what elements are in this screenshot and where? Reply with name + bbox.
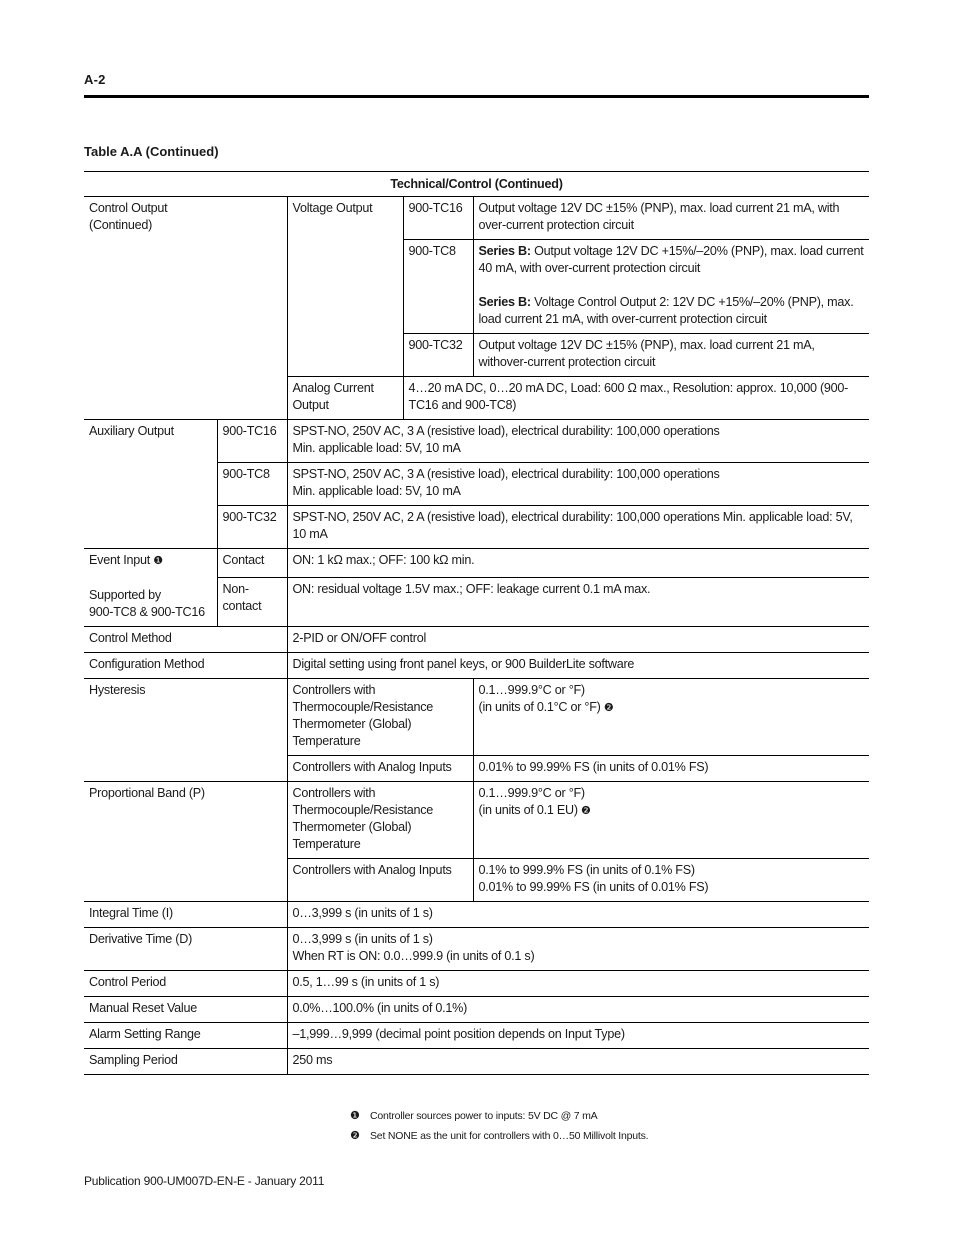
row-label-proportional-band: Proportional Band (P) [84, 782, 287, 902]
spec-value [287, 463, 869, 506]
spec-value: ON: residual voltage 1.5V max.; OFF: leakage current 0.1 mA max. [287, 578, 869, 627]
row-label-text: (Continued) [89, 218, 153, 232]
footnote-marker: ❶ [350, 1110, 360, 1122]
spec-value: ON: 1 kΩ max.; OFF: 100 kΩ min. [287, 549, 869, 578]
spec-value-text: 0.1…999.9°C or °F) [478, 786, 585, 800]
sub-label: Controllers with Thermocouple/Resistance Thermometer (Global) Temperature [287, 782, 473, 859]
spec-value: 0…3,999 s (in units of 1 s) [287, 902, 869, 928]
model-label: 900-TC16 [217, 420, 287, 463]
spec-value [287, 420, 869, 463]
spec-value-text: Min. applicable load: 5V, 10 mA [292, 484, 461, 498]
spec-value-text: Min. applicable load: 5V, 10 mA [292, 441, 461, 455]
spec-table [84, 171, 869, 1075]
row-label: Configuration Method [84, 653, 287, 679]
spec-value [473, 859, 869, 902]
row-label: Derivative Time (D) [84, 928, 287, 971]
spec-value [473, 679, 869, 756]
sub-label: Controllers with Analog Inputs [287, 859, 473, 902]
spec-value-text: 0.01% to 99.99% FS (in units of 0.01% FS) [478, 880, 709, 894]
row-label: Integral Time (I) [84, 902, 287, 928]
model-label: 900-TC8 [217, 463, 287, 506]
footnote [350, 1126, 648, 1146]
table-row [84, 1049, 869, 1075]
analog-current-output-label: Analog Current Output [287, 377, 403, 420]
table-row [84, 627, 869, 653]
spec-value-text: 0.1% to 999.9% FS (in units of 0.1% FS) [478, 863, 695, 877]
spec-value: 0.01% to 99.99% FS (in units of 0.01% FS) [473, 756, 869, 782]
table-header: Technical/Control (Continued) [84, 172, 869, 197]
table-row [84, 1023, 869, 1049]
table-row [84, 653, 869, 679]
spec-value: Output voltage 12V DC ±15% (PNP), max. load current 21 mA, withover-current protection circuit [473, 334, 869, 377]
sub-label: Controllers with Thermocouple/Resistance Thermometer (Global) Temperature [287, 679, 473, 756]
table-row [84, 549, 869, 578]
row-label-control-output [84, 197, 287, 420]
publication-footer: Publication 900-UM007D-EN-E - January 2011 [84, 1174, 325, 1188]
table-row [84, 902, 869, 928]
footnote-marker: ❶ [153, 555, 163, 567]
spec-value-text: SPST-NO, 250V AC, 3 A (resistive load), electrical durability: 100,000 operations [292, 424, 720, 438]
row-label: Control Period [84, 971, 287, 997]
supported-by-text: Supported by [89, 588, 161, 602]
footnote-marker: ❷ [581, 805, 591, 817]
spec-value: 4…20 mA DC, 0…20 mA DC, Load: 600 Ω max., Resolution: approx. 10,000 (900-TC16 and 900-TC8) [403, 377, 869, 420]
spec-value: 0.0%…100.0% (in units of 0.1%) [287, 997, 869, 1023]
footnote-marker: ❷ [603, 702, 614, 714]
sub-label: Controllers with Analog Inputs [287, 756, 473, 782]
spec-value-text: Voltage Control Output 2: 12V DC +15%/–20% (PNP), max. load current 21 mA, with over-current protection circuit [478, 295, 854, 326]
spec-value: 2-PID or ON/OFF control [287, 627, 869, 653]
spec-value [287, 928, 869, 971]
row-label-auxiliary-output: Auxiliary Output [84, 420, 217, 549]
row-label: Alarm Setting Range [84, 1023, 287, 1049]
table-row [84, 679, 869, 756]
table-caption: Table A.A (Continued) [84, 144, 219, 159]
spec-value-text: When RT is ON: 0.0…999.9 (in units of 0.1 s) [292, 949, 535, 963]
table-row [84, 197, 869, 240]
model-label: 900-TC16 [403, 197, 473, 240]
spec-value: Digital setting using front panel keys, or 900 BuilderLite software [287, 653, 869, 679]
model-label: 900-TC32 [403, 334, 473, 377]
spec-value: SPST-NO, 250V AC, 2 A (resistive load), electrical durability: 100,000 operations Min. applicable load: 5V, 10 mA [287, 506, 869, 549]
noncontact-label: Non-contact [217, 578, 287, 627]
spec-value-text: 0.1…999.9°C or °F) [478, 683, 585, 697]
table-row [84, 928, 869, 971]
footnotes [350, 1106, 648, 1146]
spec-value [473, 782, 869, 859]
spec-value: Output voltage 12V DC ±15% (PNP), max. load current 21 mA, with over-current protection circuit [473, 197, 869, 240]
table-row [84, 997, 869, 1023]
row-label-text: Control Output [89, 201, 168, 215]
spec-value [473, 240, 869, 334]
footnote-text: Controller sources power to inputs: 5V DC @ 7 mA [370, 1110, 598, 1122]
model-label: 900-TC8 [403, 240, 473, 334]
series-b-label: Series B: [478, 295, 531, 309]
footnote-marker: ❷ [350, 1130, 360, 1142]
spec-value: 0.5, 1…99 s (in units of 1 s) [287, 971, 869, 997]
spec-value-text: 0…3,999 s (in units of 1 s) [292, 932, 433, 946]
spec-value: –1,999…9,999 (decimal point position depends on Input Type) [287, 1023, 869, 1049]
row-label: Manual Reset Value [84, 997, 287, 1023]
footnote-text: Set NONE as the unit for controllers with 0…50 Millivolt Inputs. [370, 1130, 649, 1142]
table-row [84, 782, 869, 859]
row-label-text: Event Input [89, 553, 150, 567]
voltage-output-label: Voltage Output [287, 197, 403, 377]
spec-value-text: (in units of 0.1°C or °F) [478, 700, 601, 714]
table-row [84, 971, 869, 997]
supported-by-text: 900-TC8 & 900-TC16 [89, 605, 205, 619]
page-number: A-2 [84, 72, 106, 87]
footnote [350, 1106, 648, 1126]
row-label: Sampling Period [84, 1049, 287, 1075]
spec-value-text: SPST-NO, 250V AC, 3 A (resistive load), electrical durability: 100,000 operations [292, 467, 720, 481]
spec-value-text: (in units of 0.1 EU) [478, 803, 578, 817]
header-rule [84, 95, 869, 98]
contact-label: Contact [217, 549, 287, 578]
spec-value-text: Output voltage 12V DC +15%/–20% (PNP), max. load current 40 mA, with over-current protection circuit [478, 244, 864, 275]
table-header-row [84, 172, 869, 197]
series-b-label: Series B: [478, 244, 531, 258]
table-row [84, 420, 869, 463]
model-label: 900-TC32 [217, 506, 287, 549]
row-label-event-input [84, 549, 217, 627]
row-label-hysteresis: Hysteresis [84, 679, 287, 782]
spec-value: 250 ms [287, 1049, 869, 1075]
row-label: Control Method [84, 627, 287, 653]
